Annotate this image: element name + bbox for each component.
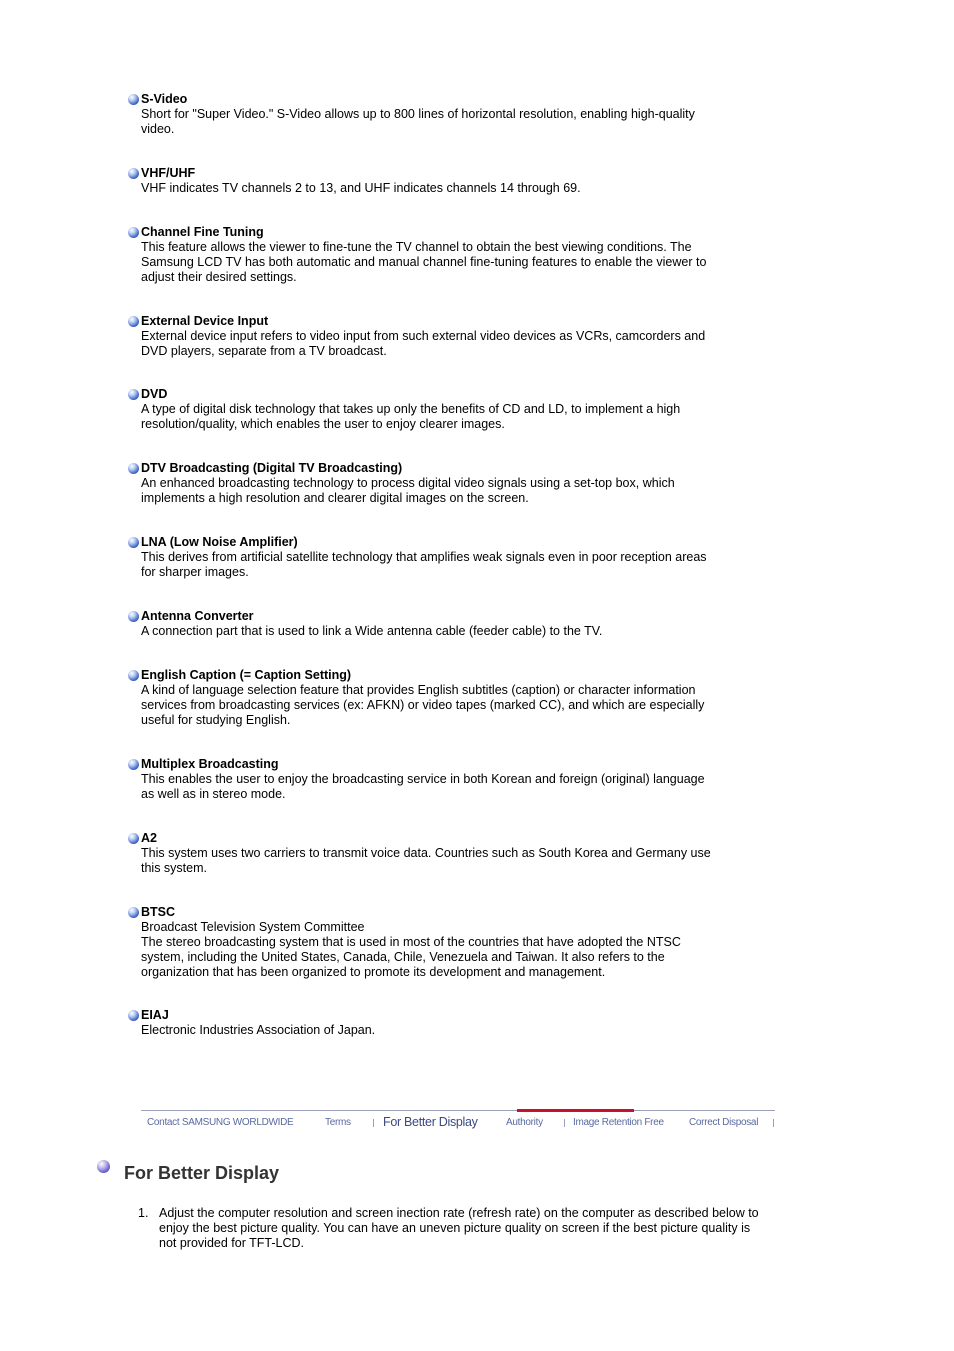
glossary-term: S-Video (141, 92, 188, 106)
bullet-icon (128, 833, 139, 844)
glossary-entry (127, 535, 766, 580)
glossary-term: External Device Input (141, 314, 269, 328)
glossary-definition (141, 240, 766, 285)
bullet-icon (128, 537, 139, 548)
glossary-definition (141, 329, 766, 359)
bullet-icon (128, 463, 139, 474)
glossary-definition (141, 1023, 766, 1038)
glossary-entry (127, 609, 766, 639)
glossary-entry (127, 225, 766, 285)
glossary-term: LNA (Low Noise Amplifier) (141, 535, 298, 549)
nav-terms[interactable]: Terms (325, 1117, 351, 1128)
definition-line: A type of digital disk technology that takes up only the benefits of CD and LD, to implement a high (141, 402, 681, 416)
glossary-term: Antenna Converter (141, 609, 254, 623)
nav-image-retention-free[interactable]: Image Retention Free (573, 1117, 664, 1128)
definition-line: adjust their desired settings. (141, 270, 297, 284)
glossary-definition (141, 624, 766, 639)
footer-navigation (141, 1110, 775, 1133)
glossary-definition (141, 181, 766, 196)
definition-line: This system uses two carriers to transmit voice data. Countries such as South Korea and Germany use (141, 846, 711, 860)
glossary-term: EIAJ (141, 1008, 169, 1022)
glossary-term: Multiplex Broadcasting (141, 757, 279, 771)
definition-line: services from broadcasting services (ex: AFKN) or video tapes (marked CC), and which are especially (141, 698, 705, 712)
glossary-definition (141, 107, 766, 137)
definition-line: implements a high resolution and clearer digital images on the screen. (141, 491, 529, 505)
glossary-entry (127, 461, 766, 506)
glossary-definition (141, 402, 766, 432)
glossary-term: Channel Fine Tuning (141, 225, 264, 239)
definition-line: VHF indicates TV channels 2 to 13, and UHF indicates channels 14 through 69. (141, 181, 581, 195)
list-item-text: Adjust the computer resolution and screen inection rate (refresh rate) on the computer as described below to enjoy the best picture quality. You can have an uneven picture quality on screen if the best picture quality is not provided for TFT-LCD. (159, 1206, 759, 1250)
glossary-definition (141, 846, 766, 876)
nav-separator (564, 1119, 565, 1127)
bullet-icon (128, 389, 139, 400)
definition-line: video. (141, 122, 175, 136)
bullet-icon (128, 316, 139, 327)
glossary-definition (141, 683, 766, 728)
glossary-entry (127, 387, 766, 432)
bullet-icon (128, 1010, 139, 1021)
active-tab-indicator (517, 1109, 634, 1112)
nav-contact-samsung-worldwide[interactable]: Contact SAMSUNG WORLDWIDE (147, 1117, 294, 1128)
definition-line: This feature allows the viewer to fine-tune the TV channel to obtain the best viewing conditions. The (141, 240, 692, 254)
glossary-term: English Caption (= Caption Setting) (141, 668, 352, 682)
nav-separator (373, 1119, 374, 1127)
section-title: For Better Display (124, 1163, 280, 1183)
bullet-icon (128, 907, 139, 918)
glossary-term: DVD (141, 387, 168, 401)
bullet-icon (128, 759, 139, 770)
glossary-term: DTV Broadcasting (Digital TV Broadcasting) (141, 461, 403, 475)
definition-line: useful for studying English. (141, 713, 291, 727)
glossary-definition (141, 550, 766, 580)
glossary-entry (127, 831, 766, 876)
definition-line: system, including the United States, Canada, Chile, Venezuela and Taiwan. It also refers to the (141, 950, 665, 964)
definition-line: Broadcast Television System Committee (141, 920, 365, 934)
nav-correct-disposal[interactable]: Correct Disposal (689, 1117, 759, 1128)
nav-separator (773, 1119, 774, 1127)
bullet-icon (128, 94, 139, 105)
definition-line: An enhanced broadcasting technology to process digital video signals using a set-top box, which (141, 476, 675, 490)
definition-line: Samsung LCD TV has both automatic and manual channel fine-tuning features to enable the viewer to (141, 255, 707, 269)
list-item-number: 1. (138, 1206, 149, 1220)
definition-line: External device input refers to video input from such external video devices as VCRs, camcorders and (141, 329, 706, 343)
glossary-term: VHF/UHF (141, 166, 196, 180)
nav-for-better-display[interactable]: For Better Display (383, 1115, 478, 1129)
section-bullet-icon (97, 1160, 110, 1173)
glossary-entry (127, 166, 766, 196)
definition-line: Electronic Industries Association of Japan. (141, 1023, 376, 1037)
definition-line: This derives from artificial satellite technology that amplifies weak signals even in poor reception areas (141, 550, 707, 564)
glossary-entry (127, 314, 766, 359)
definition-line: Short for "Super Video." S-Video allows up to 800 lines of horizontal resolution, enabling high-quality (141, 107, 695, 121)
definition-line: A kind of language selection feature that provides English subtitles (caption) or character information (141, 683, 696, 697)
glossary-entry (127, 92, 766, 137)
definition-line: as well as in stereo mode. (141, 787, 286, 801)
definition-line: for sharper images. (141, 565, 249, 579)
glossary-term: BTSC (141, 905, 176, 919)
bullet-icon (128, 227, 139, 238)
bullet-icon (128, 611, 139, 622)
glossary-definition (141, 476, 766, 506)
glossary-entry (127, 1008, 766, 1038)
bullet-icon (128, 670, 139, 681)
nav-authority[interactable]: Authority (506, 1117, 543, 1128)
definition-line: this system. (141, 861, 207, 875)
definition-line: The stereo broadcasting system that is used in most of the countries that have adopted the NTSC (141, 935, 681, 949)
definition-line: A connection part that is used to link a Wide antenna cable (feeder cable) to the TV. (141, 624, 603, 638)
glossary-entry (127, 905, 766, 980)
glossary-entry (127, 668, 766, 728)
definition-line: organization that has been organized to promote its development and management. (141, 965, 606, 979)
glossary-term: A2 (141, 831, 157, 845)
glossary-entry (127, 757, 766, 802)
definition-line: resolution/quality, which enables the user to enjoy clearer images. (141, 417, 505, 431)
glossary-definition (141, 920, 766, 980)
definition-line: This enables the user to enjoy the broadcasting service in both Korean and foreign (original) language (141, 772, 705, 786)
glossary-definition (141, 772, 766, 802)
definition-line: DVD players, separate from a TV broadcast. (141, 344, 387, 358)
bullet-icon (128, 168, 139, 179)
